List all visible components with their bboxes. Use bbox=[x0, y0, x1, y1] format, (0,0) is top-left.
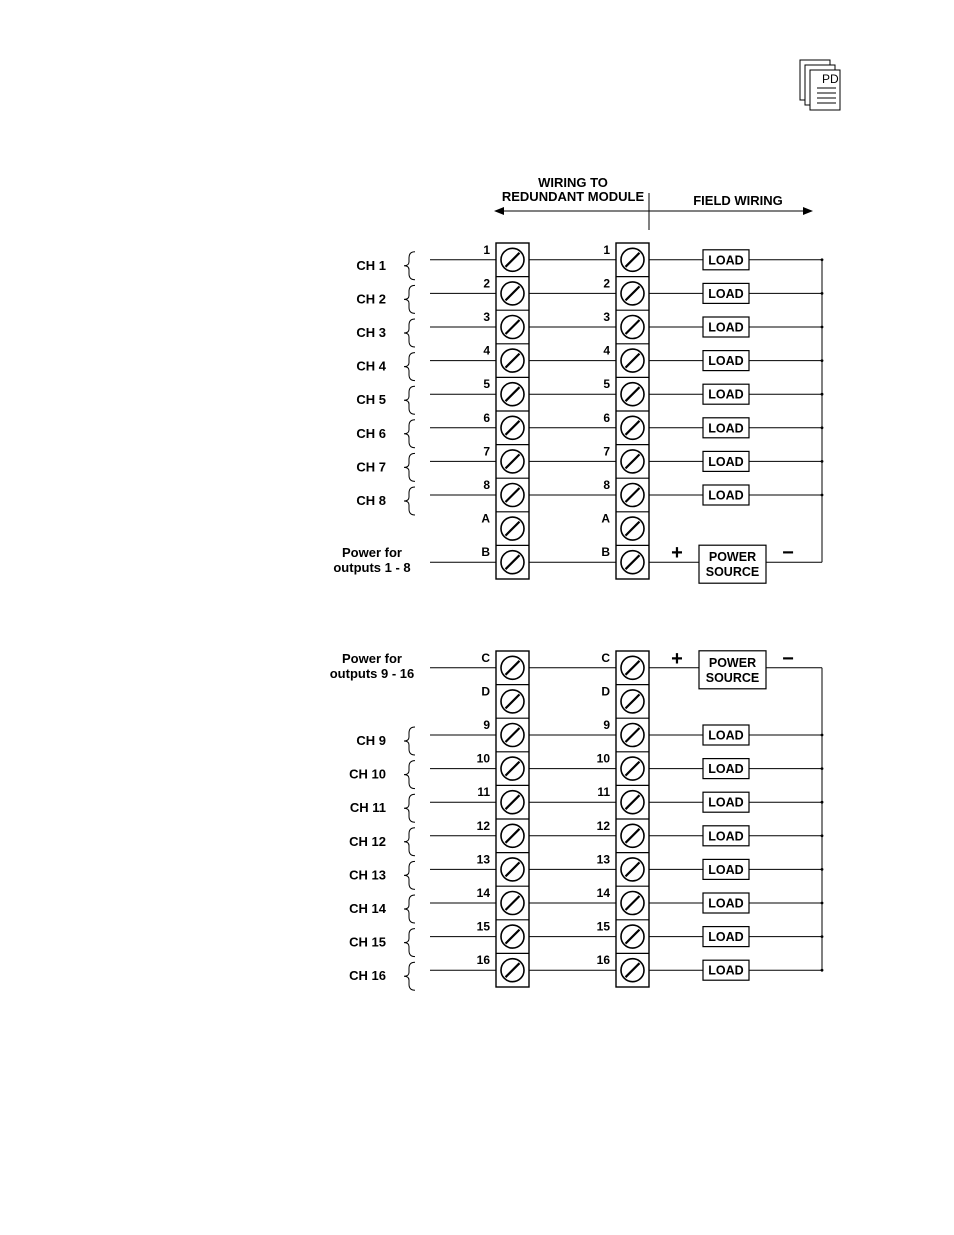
terminal-number: 14 bbox=[596, 886, 610, 900]
channel-brace bbox=[404, 487, 415, 515]
channel-label: CH 9 bbox=[356, 733, 386, 748]
minus-sign: − bbox=[782, 542, 794, 565]
terminal-number: 13 bbox=[596, 852, 610, 867]
header-left-line1: WIRING TO bbox=[538, 175, 608, 190]
terminal-number: 15 bbox=[596, 919, 610, 934]
terminal-number: 4 bbox=[603, 343, 610, 358]
channel-label: CH 7 bbox=[356, 459, 386, 475]
terminal-number: C bbox=[601, 650, 610, 665]
power-source-label: POWER bbox=[708, 550, 757, 565]
terminal-number: 10 bbox=[596, 751, 610, 766]
terminal-number: 2 bbox=[603, 276, 610, 291]
terminal-number: 4 bbox=[483, 343, 490, 358]
terminal-number: 7 bbox=[603, 444, 610, 459]
channel-label: CH 6 bbox=[356, 425, 386, 441]
channel-brace bbox=[404, 895, 415, 923]
right-arrowhead bbox=[803, 207, 813, 215]
terminal-number: 13 bbox=[476, 852, 490, 867]
power-label: outputs 1 - 8 bbox=[333, 560, 411, 576]
header-left-line2: REDUNDANT MODULE bbox=[501, 189, 645, 204]
load-label: LOAD bbox=[708, 762, 744, 777]
channel-label: CH 1 bbox=[356, 257, 386, 273]
load-label: LOAD bbox=[708, 354, 744, 369]
terminal-number: B bbox=[481, 545, 490, 560]
channel-label: CH 16 bbox=[349, 968, 386, 984]
channel-label: CH 2 bbox=[356, 291, 386, 307]
terminal-number: 6 bbox=[603, 410, 610, 425]
channel-brace bbox=[404, 794, 415, 822]
channel-brace bbox=[404, 727, 415, 755]
terminal-number: D bbox=[481, 684, 490, 699]
channel-brace bbox=[404, 252, 415, 280]
channel-brace bbox=[404, 828, 415, 856]
load-label: LOAD bbox=[708, 320, 744, 335]
document-stack-icon bbox=[800, 60, 840, 110]
load-label: LOAD bbox=[708, 930, 744, 945]
load-label: LOAD bbox=[708, 454, 744, 469]
terminal-number: 9 bbox=[603, 718, 610, 732]
channel-brace bbox=[404, 420, 415, 448]
terminal-number: 3 bbox=[603, 310, 610, 324]
power-label: outputs 9 - 16 bbox=[329, 665, 415, 681]
load-label: LOAD bbox=[708, 387, 744, 402]
plus-sign: + bbox=[671, 542, 683, 565]
channel-brace bbox=[404, 929, 415, 957]
header-right: FIELD WIRING bbox=[693, 193, 783, 208]
channel-brace bbox=[404, 453, 415, 481]
top-terminal-block bbox=[333, 243, 823, 583]
channel-brace bbox=[404, 761, 415, 789]
load-label: LOAD bbox=[708, 421, 744, 436]
terminal-number: 14 bbox=[476, 886, 490, 900]
terminal-number: 12 bbox=[476, 818, 490, 833]
load-label: LOAD bbox=[708, 286, 744, 301]
channel-brace bbox=[404, 962, 415, 990]
terminal-number: 9 bbox=[483, 718, 490, 732]
terminal-number: 12 bbox=[596, 818, 610, 833]
minus-sign: − bbox=[782, 647, 794, 670]
bottom-terminal-block bbox=[330, 648, 824, 990]
channel-label: CH 5 bbox=[356, 392, 386, 408]
terminal-number: 15 bbox=[476, 919, 490, 934]
load-label: LOAD bbox=[708, 795, 744, 810]
terminal-number: B bbox=[601, 545, 610, 560]
terminal-number: 6 bbox=[483, 410, 490, 425]
channel-label: CH 10 bbox=[349, 766, 386, 782]
channel-brace bbox=[404, 319, 415, 347]
terminal-number: 10 bbox=[476, 751, 490, 766]
terminal-number: A bbox=[481, 511, 490, 526]
power-source-label: SOURCE bbox=[705, 670, 760, 685]
channel-brace bbox=[404, 285, 415, 313]
channel-label: CH 13 bbox=[349, 867, 386, 883]
power-source-label: SOURCE bbox=[705, 565, 760, 580]
channel-label: CH 11 bbox=[349, 800, 386, 816]
terminal-number: 1 bbox=[483, 242, 490, 257]
terminal-number: 8 bbox=[603, 478, 610, 492]
power-label: Power for bbox=[342, 650, 402, 666]
terminal-number: 16 bbox=[596, 953, 610, 968]
terminal-number: C bbox=[481, 650, 490, 665]
channel-label: CH 15 bbox=[349, 934, 386, 950]
terminal-number: D bbox=[601, 684, 610, 699]
channel-label: CH 8 bbox=[356, 493, 386, 508]
channel-label: CH 14 bbox=[349, 901, 386, 916]
terminal-number: 11 bbox=[597, 785, 610, 800]
load-label: LOAD bbox=[708, 896, 744, 911]
load-label: LOAD bbox=[708, 862, 744, 877]
channel-label: CH 4 bbox=[356, 358, 386, 374]
terminal-number: 8 bbox=[483, 478, 490, 492]
terminal-number: 11 bbox=[477, 785, 490, 800]
load-label: LOAD bbox=[708, 253, 744, 268]
channel-label: CH 12 bbox=[349, 833, 386, 849]
terminal-number: A bbox=[601, 511, 610, 526]
load-label: LOAD bbox=[708, 488, 744, 503]
document-icon-label: PD bbox=[822, 72, 839, 86]
left-arrowhead bbox=[494, 207, 504, 215]
plus-sign: + bbox=[671, 647, 683, 670]
channel-brace bbox=[404, 861, 415, 889]
power-source-label: POWER bbox=[708, 655, 757, 670]
channel-brace bbox=[404, 386, 415, 414]
terminal-number: 5 bbox=[603, 377, 610, 392]
load-label: LOAD bbox=[708, 829, 744, 844]
power-label: Power for bbox=[342, 545, 402, 561]
channel-label: CH 3 bbox=[356, 325, 386, 340]
terminal-number: 7 bbox=[483, 444, 490, 459]
load-label: LOAD bbox=[708, 728, 744, 743]
terminal-number: 16 bbox=[476, 953, 490, 968]
terminal-number: 3 bbox=[483, 310, 490, 324]
terminal-number: 1 bbox=[603, 242, 610, 257]
terminal-number: 2 bbox=[483, 276, 490, 291]
channel-brace bbox=[404, 353, 415, 381]
terminal-number: 5 bbox=[483, 377, 490, 392]
load-label: LOAD bbox=[708, 963, 744, 978]
